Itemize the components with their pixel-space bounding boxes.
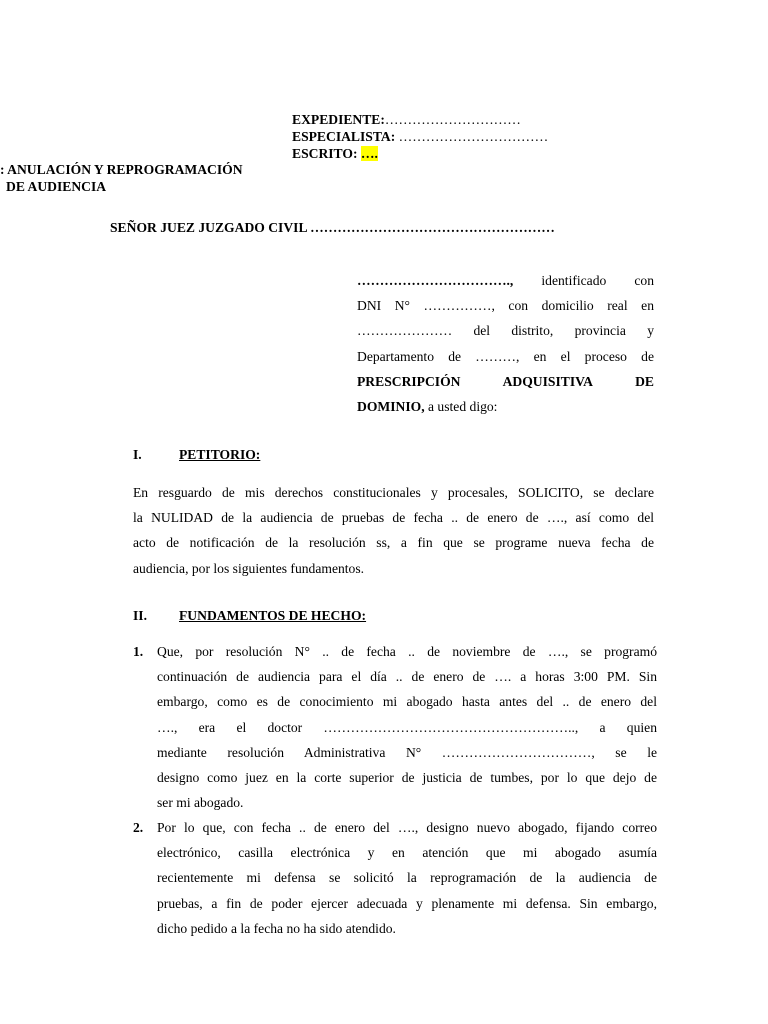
fundamento-1-line-2: continuación de audiencia para el día .. de enero de …. a horas 3:00 PM. Sin — [157, 669, 657, 685]
fundamento-1-line-6: designo como juez en la corte superior de justicia de tumbes, por lo que dejo de — [157, 770, 657, 786]
case-header — [292, 111, 548, 162]
intro-line-3: ………………… del distrito, provincia y — [357, 323, 654, 339]
petitorio-paragraph — [133, 480, 654, 581]
section-fundamentos-number: II. — [133, 608, 147, 623]
intro-line-5: PRESCRIPCIÓN ADQUISITIVA DE — [357, 373, 654, 389]
fundamento-1-line-5: mediante resolución Administrativa N° ……………………………, se le — [157, 744, 657, 760]
fundamento-2-text — [157, 815, 657, 941]
fundamento-2-line-4: pruebas, a fin de poder ejercer adecuada y plenamente mi defensa. Sin embargo, — [157, 895, 657, 911]
escrito-value: …. — [360, 146, 378, 161]
intro-line-2: DNI N° ……………, con domicilio real en — [357, 298, 654, 314]
fundamento-2-line-3: recientemente mi defensa se solicitó la reprogramación de la audiencia de — [157, 870, 657, 886]
expediente-label: EXPEDIENTE: — [292, 112, 385, 127]
fundamento-1-text — [157, 639, 657, 815]
section-petitorio-number: I. — [133, 447, 142, 462]
fundamento-1-line-1: Que, por resolución N° .. de fecha .. de noviembre de …., se programó — [157, 644, 657, 659]
petitorio-line-4: audiencia, por los siguientes fundamentos. — [133, 560, 365, 576]
sumilla-line-2: DE AUDIENCIA — [6, 179, 107, 194]
petitorio-line-1: En resguardo de mis derechos constitucionales y procesales, SOLICITO, se declare — [133, 485, 654, 500]
fundamento-1-number: 1. — [133, 644, 144, 659]
intro-paragraph — [357, 268, 654, 419]
especialista-line — [292, 128, 548, 145]
section-fundamentos-title: FUNDAMENTOS DE HECHO: — [179, 608, 367, 623]
especialista-label: ESPECIALISTA: — [292, 129, 396, 144]
escrito-label: ESCRITO: — [292, 146, 358, 161]
especialista-value: …………………………… — [395, 129, 549, 144]
petitorio-line-3: acto de notificación de la resolución ss, a fin que se programe nueva fecha de — [133, 535, 654, 551]
fundamento-2-line-1: Por lo que, con fecha .. de enero del …., designo nuevo abogado, fijando correo — [157, 820, 657, 835]
petitorio-line-2: la NULIDAD de la audiencia de pruebas de fecha .. de enero de …., así como del — [133, 510, 654, 526]
sumilla-line-1: : ANULACIÓN Y REPROGRAMACIÓN — [0, 162, 243, 177]
expediente-value: ………………………… — [384, 112, 521, 127]
fundamento-1-line-7: ser mi abogado. — [157, 795, 244, 811]
fundamento-2-line-5: dicho pedido a la fecha no ha sido atendido. — [157, 920, 396, 936]
intro-line-1: ……………………………., identificado con — [357, 273, 654, 288]
intro-line-6: DOMINIO, a usted digo: — [357, 399, 498, 415]
fundamento-2-line-2: electrónico, casilla electrónica y en atención que mi abogado asumía — [157, 845, 657, 861]
fundamento-1-line-3: embargo, como es de conocimiento mi abogado hasta antes del .. de enero del — [157, 694, 657, 710]
escrito-line — [292, 145, 548, 162]
addressee: SEÑOR JUEZ JUZGADO CIVIL ……………………………………………… — [110, 220, 555, 235]
fundamento-1-line-4: …., era el doctor ……………………………………………….., a quien — [157, 719, 657, 735]
section-petitorio-title: PETITORIO: — [179, 447, 261, 462]
fundamento-2-number: 2. — [133, 820, 144, 835]
intro-line-4: Departamento de ………, en el proceso de — [357, 348, 654, 364]
intro-name-placeholder: ……………………………., — [357, 273, 514, 288]
sumilla — [0, 161, 243, 195]
expediente-line — [292, 111, 548, 128]
